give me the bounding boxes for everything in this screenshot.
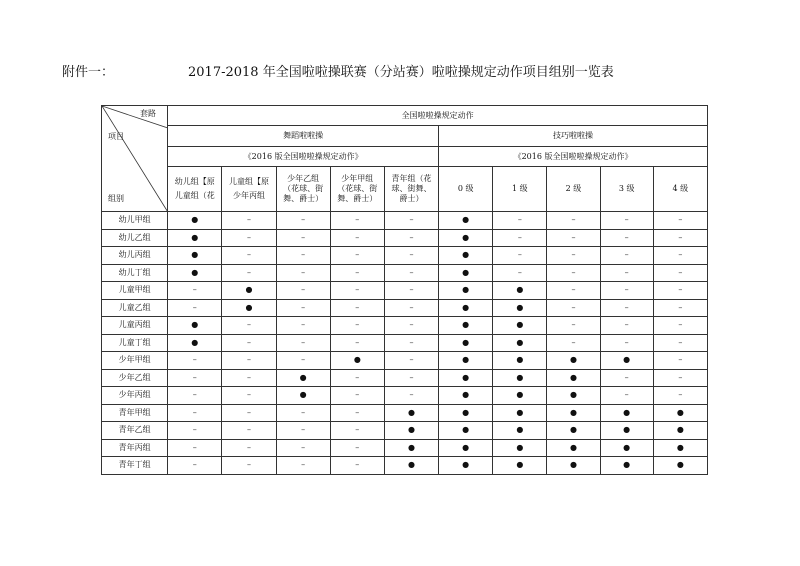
not-included-dash: – <box>330 369 384 387</box>
not-included-dash: – <box>276 439 330 457</box>
not-included-dash: – <box>493 247 547 265</box>
corner-label-routine: 套路 <box>140 109 156 118</box>
not-included-dash: – <box>493 212 547 230</box>
dance-column-header <box>222 167 276 212</box>
corner-label-group: 组别 <box>108 194 124 203</box>
not-included-dash: – <box>168 282 222 300</box>
included-dot: ● <box>439 334 493 352</box>
group-label: 青年丁组 <box>102 457 168 475</box>
not-included-dash: – <box>330 404 384 422</box>
included-dot: ● <box>276 387 330 405</box>
column-header-line: 爵士） <box>399 194 424 203</box>
not-included-dash: – <box>276 317 330 335</box>
group-label: 儿童丁组 <box>102 334 168 352</box>
not-included-dash: – <box>222 317 276 335</box>
included-dot: ● <box>547 352 600 370</box>
top-header: 全国啦啦操规定动作 <box>168 106 708 126</box>
corner-label-item: 项目 <box>108 132 124 141</box>
corner-header-cell <box>102 106 168 212</box>
not-included-dash: – <box>222 247 276 265</box>
not-included-dash: – <box>222 334 276 352</box>
included-dot: ● <box>600 457 653 475</box>
included-dot: ● <box>493 439 547 457</box>
not-included-dash: – <box>168 439 222 457</box>
dance-column-header <box>168 167 222 212</box>
not-included-dash: – <box>653 264 707 282</box>
included-dot: ● <box>600 404 653 422</box>
group-label: 儿童丙组 <box>102 317 168 335</box>
column-header-line: 儿童组【原 <box>228 177 269 186</box>
included-dot: ● <box>168 334 222 352</box>
column-header-line: 球、街舞、 <box>391 184 432 193</box>
not-included-dash: – <box>222 264 276 282</box>
skill-cheer-header: 技巧啦啦操 <box>439 126 708 147</box>
not-included-dash: – <box>653 299 707 317</box>
not-included-dash: – <box>547 282 600 300</box>
included-dot: ● <box>168 264 222 282</box>
not-included-dash: – <box>330 247 384 265</box>
group-label: 少年甲组 <box>102 352 168 370</box>
table-row <box>102 282 708 300</box>
included-dot: ● <box>600 352 653 370</box>
not-included-dash: – <box>653 352 707 370</box>
attachment-label: 附件一： <box>62 65 115 80</box>
column-header-line: （花球、街 <box>337 184 378 193</box>
not-included-dash: – <box>653 247 707 265</box>
not-included-dash: – <box>276 282 330 300</box>
included-dot: ● <box>276 369 330 387</box>
not-included-dash: – <box>384 264 438 282</box>
group-label: 青年丙组 <box>102 439 168 457</box>
group-label: 幼儿甲组 <box>102 212 168 230</box>
included-dot: ● <box>493 457 547 475</box>
group-label: 少年丙组 <box>102 387 168 405</box>
table-row <box>102 212 708 230</box>
not-included-dash: – <box>222 229 276 247</box>
not-included-dash: – <box>384 212 438 230</box>
skill-level-header: 2 级 <box>547 167 600 212</box>
not-included-dash: – <box>384 247 438 265</box>
table-row <box>102 229 708 247</box>
included-dot: ● <box>384 439 438 457</box>
included-dot: ● <box>493 422 547 440</box>
not-included-dash: – <box>222 439 276 457</box>
included-dot: ● <box>222 299 276 317</box>
not-included-dash: – <box>653 212 707 230</box>
not-included-dash: – <box>493 229 547 247</box>
not-included-dash: – <box>222 404 276 422</box>
dance-cheer-header: 舞蹈啦啦操 <box>168 126 439 147</box>
not-included-dash: – <box>276 247 330 265</box>
not-included-dash: – <box>384 334 438 352</box>
column-header-line: 幼儿组【原 <box>174 177 215 186</box>
not-included-dash: – <box>653 334 707 352</box>
included-dot: ● <box>547 404 600 422</box>
not-included-dash: – <box>330 299 384 317</box>
not-included-dash: – <box>547 317 600 335</box>
included-dot: ● <box>653 422 707 440</box>
table-row <box>102 247 708 265</box>
included-dot: ● <box>493 299 547 317</box>
not-included-dash: – <box>600 387 653 405</box>
included-dot: ● <box>384 457 438 475</box>
not-included-dash: – <box>653 229 707 247</box>
dance-column-header <box>276 167 330 212</box>
not-included-dash: – <box>330 387 384 405</box>
not-included-dash: – <box>547 299 600 317</box>
not-included-dash: – <box>600 264 653 282</box>
not-included-dash: – <box>653 317 707 335</box>
included-dot: ● <box>439 317 493 335</box>
included-dot: ● <box>600 422 653 440</box>
table-row <box>102 457 708 475</box>
column-header-line: 青年组（花 <box>391 174 432 183</box>
not-included-dash: – <box>330 334 384 352</box>
not-included-dash: – <box>276 299 330 317</box>
not-included-dash: – <box>384 387 438 405</box>
not-included-dash: – <box>330 212 384 230</box>
dance-column-header <box>330 167 384 212</box>
included-dot: ● <box>493 404 547 422</box>
column-header-line: 少年乙组 <box>287 174 320 183</box>
table-row <box>102 299 708 317</box>
not-included-dash: – <box>653 282 707 300</box>
included-dot: ● <box>493 387 547 405</box>
included-dot: ● <box>439 422 493 440</box>
not-included-dash: – <box>547 264 600 282</box>
not-included-dash: – <box>384 229 438 247</box>
not-included-dash: – <box>330 422 384 440</box>
not-included-dash: – <box>653 387 707 405</box>
included-dot: ● <box>653 457 707 475</box>
not-included-dash: – <box>547 247 600 265</box>
included-dot: ● <box>330 352 384 370</box>
included-dot: ● <box>600 439 653 457</box>
included-dot: ● <box>439 387 493 405</box>
included-dot: ● <box>384 404 438 422</box>
dance-routine-source: 《2016 版全国啦啦操规定动作》 <box>168 147 439 167</box>
group-label: 少年乙组 <box>102 369 168 387</box>
included-dot: ● <box>439 352 493 370</box>
not-included-dash: – <box>330 229 384 247</box>
not-included-dash: – <box>276 264 330 282</box>
not-included-dash: – <box>653 369 707 387</box>
column-header-line: 少年丙组 <box>232 191 265 200</box>
included-dot: ● <box>168 247 222 265</box>
table-row <box>102 439 708 457</box>
included-dot: ● <box>493 334 547 352</box>
not-included-dash: – <box>493 264 547 282</box>
included-dot: ● <box>168 212 222 230</box>
not-included-dash: – <box>384 299 438 317</box>
table-row <box>102 352 708 370</box>
not-included-dash: – <box>168 422 222 440</box>
not-included-dash: – <box>600 369 653 387</box>
included-dot: ● <box>439 212 493 230</box>
column-header-line: 少年甲组 <box>341 174 374 183</box>
included-dot: ● <box>493 317 547 335</box>
column-header-line: 舞、爵士） <box>337 194 378 203</box>
included-dot: ● <box>384 422 438 440</box>
column-header-line: 舞、爵士） <box>283 194 324 203</box>
not-included-dash: – <box>276 422 330 440</box>
skill-level-header: 4 级 <box>653 167 707 212</box>
not-included-dash: – <box>330 264 384 282</box>
included-dot: ● <box>493 282 547 300</box>
included-dot: ● <box>168 317 222 335</box>
table-row <box>102 422 708 440</box>
not-included-dash: – <box>600 334 653 352</box>
not-included-dash: – <box>330 457 384 475</box>
not-included-dash: – <box>384 282 438 300</box>
group-label: 幼儿丁组 <box>102 264 168 282</box>
not-included-dash: – <box>600 317 653 335</box>
document-title: 2017-2018 年全国啦啦操联赛（分站赛）啦啦操规定动作项目组别一览表 <box>188 65 614 80</box>
skill-level-header: 0 级 <box>439 167 493 212</box>
not-included-dash: – <box>276 457 330 475</box>
not-included-dash: – <box>168 352 222 370</box>
table-row <box>102 387 708 405</box>
included-dot: ● <box>439 282 493 300</box>
not-included-dash: – <box>168 299 222 317</box>
table-row <box>102 334 708 352</box>
not-included-dash: – <box>600 247 653 265</box>
not-included-dash: – <box>384 369 438 387</box>
not-included-dash: – <box>600 299 653 317</box>
not-included-dash: – <box>222 352 276 370</box>
not-included-dash: – <box>547 212 600 230</box>
not-included-dash: – <box>222 369 276 387</box>
groups-table <box>101 105 708 475</box>
included-dot: ● <box>547 439 600 457</box>
not-included-dash: – <box>384 352 438 370</box>
not-included-dash: – <box>547 229 600 247</box>
not-included-dash: – <box>276 404 330 422</box>
not-included-dash: – <box>168 387 222 405</box>
included-dot: ● <box>439 264 493 282</box>
column-header-line: （花球、街 <box>283 184 324 193</box>
included-dot: ● <box>439 369 493 387</box>
included-dot: ● <box>168 229 222 247</box>
not-included-dash: – <box>222 422 276 440</box>
included-dot: ● <box>222 282 276 300</box>
not-included-dash: – <box>168 404 222 422</box>
group-label: 青年甲组 <box>102 404 168 422</box>
included-dot: ● <box>653 404 707 422</box>
group-label: 青年乙组 <box>102 422 168 440</box>
included-dot: ● <box>653 439 707 457</box>
not-included-dash: – <box>276 334 330 352</box>
table-row <box>102 369 708 387</box>
not-included-dash: – <box>330 439 384 457</box>
group-label: 儿童甲组 <box>102 282 168 300</box>
skill-routine-source: 《2016 版全国啦啦操规定动作》 <box>439 147 708 167</box>
table-row <box>102 317 708 335</box>
not-included-dash: – <box>330 282 384 300</box>
group-label: 幼儿丙组 <box>102 247 168 265</box>
included-dot: ● <box>493 369 547 387</box>
included-dot: ● <box>439 439 493 457</box>
not-included-dash: – <box>600 229 653 247</box>
included-dot: ● <box>439 247 493 265</box>
included-dot: ● <box>547 387 600 405</box>
not-included-dash: – <box>222 457 276 475</box>
column-header-line: 儿童组（花 <box>174 191 215 200</box>
not-included-dash: – <box>276 352 330 370</box>
group-label: 幼儿乙组 <box>102 229 168 247</box>
included-dot: ● <box>439 457 493 475</box>
not-included-dash: – <box>547 334 600 352</box>
not-included-dash: – <box>330 317 384 335</box>
group-label: 儿童乙组 <box>102 299 168 317</box>
not-included-dash: – <box>600 212 653 230</box>
not-included-dash: – <box>600 282 653 300</box>
included-dot: ● <box>547 369 600 387</box>
not-included-dash: – <box>276 212 330 230</box>
included-dot: ● <box>439 404 493 422</box>
not-included-dash: – <box>276 229 330 247</box>
not-included-dash: – <box>222 387 276 405</box>
not-included-dash: – <box>168 369 222 387</box>
table-row <box>102 264 708 282</box>
dance-column-header <box>384 167 438 212</box>
not-included-dash: – <box>168 457 222 475</box>
included-dot: ● <box>493 352 547 370</box>
included-dot: ● <box>547 422 600 440</box>
included-dot: ● <box>547 457 600 475</box>
skill-level-header: 3 级 <box>600 167 653 212</box>
not-included-dash: – <box>384 317 438 335</box>
not-included-dash: – <box>222 212 276 230</box>
included-dot: ● <box>439 299 493 317</box>
included-dot: ● <box>439 229 493 247</box>
skill-level-header: 1 级 <box>493 167 547 212</box>
table-row <box>102 404 708 422</box>
